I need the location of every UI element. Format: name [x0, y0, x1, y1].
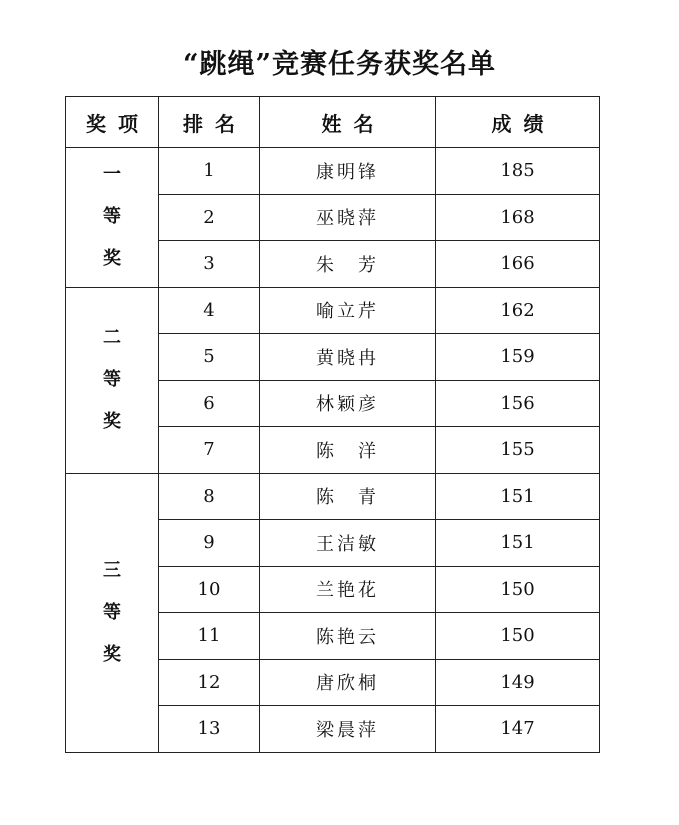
- level-char: 一: [103, 164, 121, 186]
- table-row: [66, 148, 600, 195]
- rank-cell: 7: [159, 427, 260, 474]
- name-cell: 喻立芹: [260, 287, 436, 334]
- score-cell: 162: [436, 287, 600, 334]
- level-char: 等: [103, 206, 121, 228]
- rank-cell: 10: [159, 566, 260, 613]
- name-cell: 兰艳花: [260, 566, 436, 613]
- level-char: 奖: [103, 248, 121, 270]
- score-cell: 155: [436, 427, 600, 474]
- table-row: [66, 473, 600, 520]
- rank-cell: 9: [159, 520, 260, 567]
- award-table: [65, 96, 600, 753]
- rank-cell: 6: [159, 380, 260, 427]
- score-cell: 150: [436, 613, 600, 660]
- rank-cell: 5: [159, 334, 260, 381]
- score-cell: 168: [436, 194, 600, 241]
- name-cell: 康明锋: [260, 148, 436, 195]
- rank-cell: 8: [159, 473, 260, 520]
- award-level-second: [66, 287, 159, 473]
- score-cell: 150: [436, 566, 600, 613]
- score-cell: 166: [436, 241, 600, 288]
- table-header-row: [66, 97, 600, 148]
- rank-cell: 1: [159, 148, 260, 195]
- name-cell: 王洁敏: [260, 520, 436, 567]
- name-cell: 梁晨萍: [260, 706, 436, 753]
- level-char: 奖: [103, 411, 121, 432]
- header-name: 姓名: [260, 97, 436, 148]
- table-body: [66, 148, 600, 753]
- level-char: 二: [103, 327, 121, 348]
- award-level-third: [66, 473, 159, 752]
- level-char: 等: [103, 601, 121, 623]
- score-cell: 149: [436, 659, 600, 706]
- score-cell: 185: [436, 148, 600, 195]
- level-char: 奖: [103, 643, 121, 665]
- rank-cell: 4: [159, 287, 260, 334]
- score-cell: 147: [436, 706, 600, 753]
- header-level: 奖项: [66, 97, 159, 148]
- level-char: 等: [103, 369, 121, 390]
- table-row: [66, 287, 600, 334]
- name-cell: 黄晓冉: [260, 334, 436, 381]
- rank-cell: 11: [159, 613, 260, 660]
- score-cell: 159: [436, 334, 600, 381]
- score-cell: 151: [436, 473, 600, 520]
- rank-cell: 13: [159, 706, 260, 753]
- header-score: 成绩: [436, 97, 600, 148]
- name-cell: 朱 芳: [260, 241, 436, 288]
- page-title: “跳绳”竞赛任务获奖名单: [182, 49, 497, 80]
- score-cell: 151: [436, 520, 600, 567]
- name-cell: 陈 青: [260, 473, 436, 520]
- award-level-first: [66, 148, 159, 288]
- level-char: 三: [103, 559, 121, 581]
- name-cell: 林颖彦: [260, 380, 436, 427]
- rank-cell: 2: [159, 194, 260, 241]
- rank-cell: 12: [159, 659, 260, 706]
- header-rank: 排名: [159, 97, 260, 148]
- name-cell: 陈 洋: [260, 427, 436, 474]
- name-cell: 巫晓萍: [260, 194, 436, 241]
- score-cell: 156: [436, 380, 600, 427]
- name-cell: 陈艳云: [260, 613, 436, 660]
- name-cell: 唐欣桐: [260, 659, 436, 706]
- rank-cell: 3: [159, 241, 260, 288]
